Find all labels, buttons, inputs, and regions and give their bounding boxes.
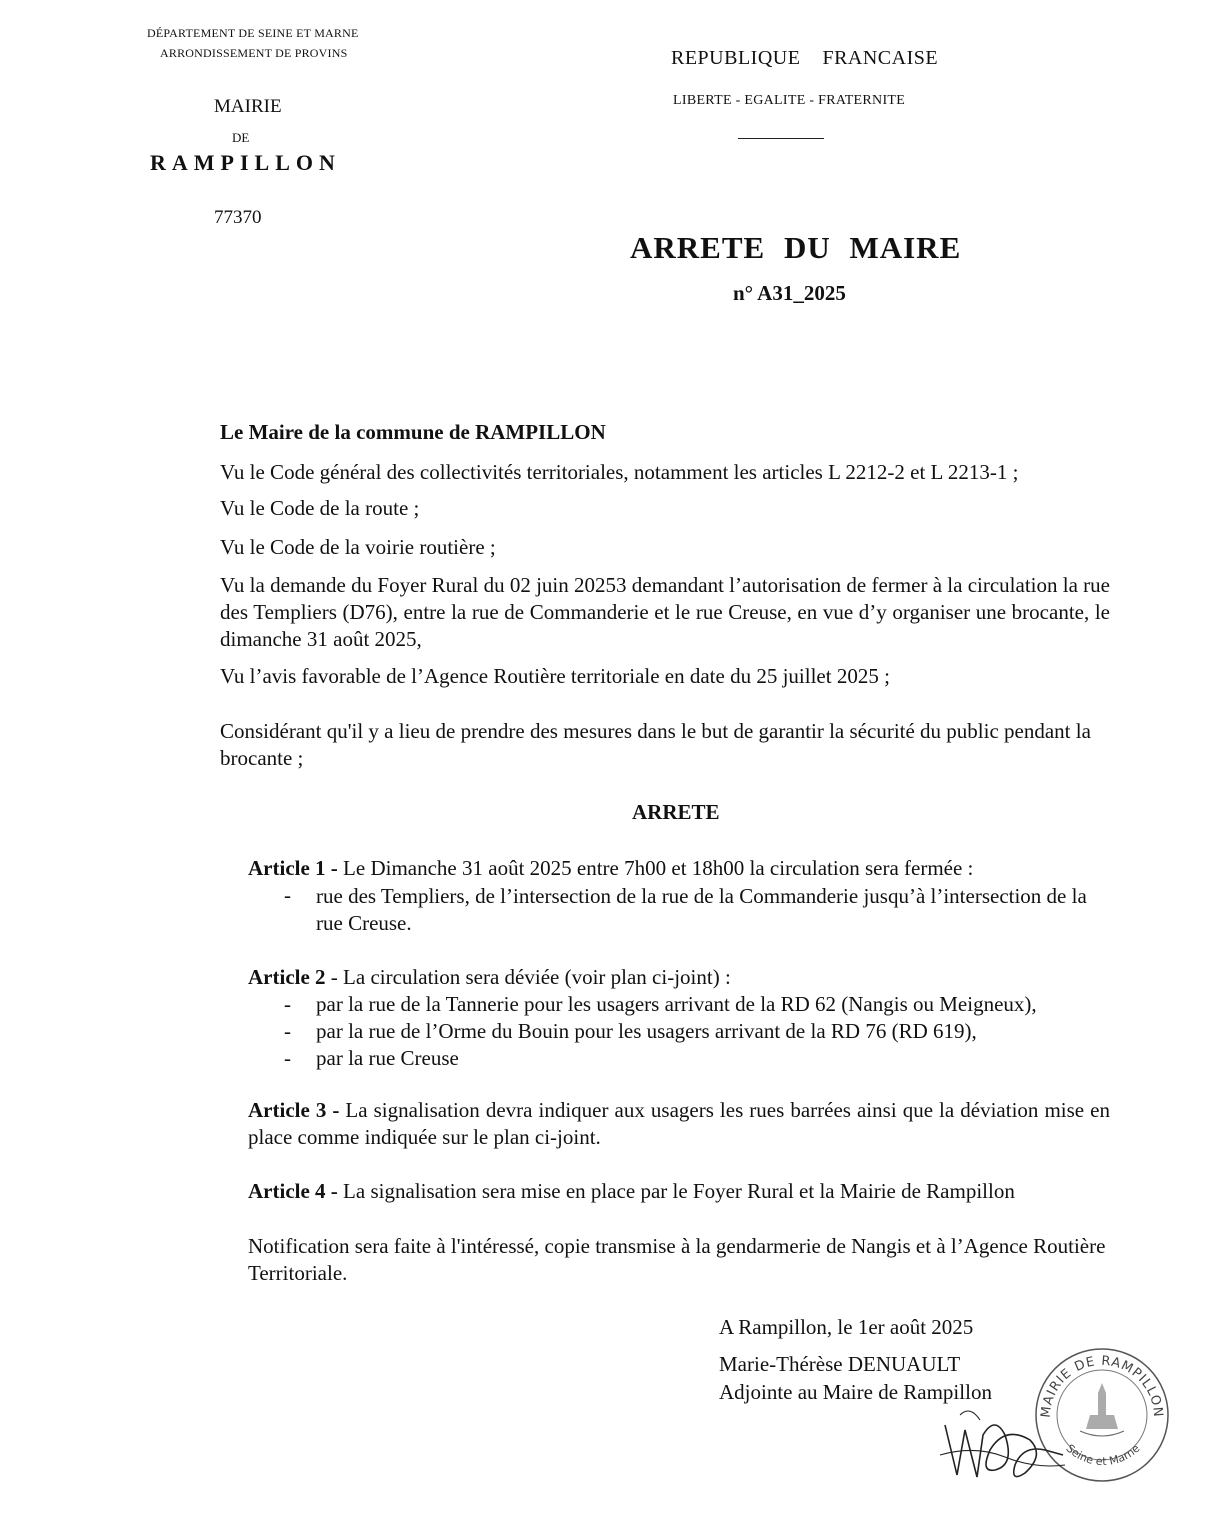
list-item xyxy=(284,992,1037,1017)
svg-text:Seine et Marne xyxy=(1064,1442,1143,1468)
arrete-heading: ARRETE xyxy=(632,800,720,824)
vu-line: Vu le Code général des collectivités territoriales, notamment les articles L 2212-2 et L 2213-1 ; xyxy=(220,460,1019,484)
vu-line: Vu le Code de la voirie routière ; xyxy=(220,535,496,559)
republique-heading: REPUBLIQUE FRANCAISE xyxy=(671,47,939,69)
header-divider xyxy=(738,138,824,139)
article-2-item: par la rue de l’Orme du Bouin pour les usagers arrivant de la RD 76 (RD 619), xyxy=(316,1019,977,1043)
de-label: DE xyxy=(232,130,250,145)
document-title: ARRETE DU MAIRE xyxy=(630,230,962,265)
arrondissement-label: ARRONDISSEMENT DE PROVINS xyxy=(160,46,348,60)
mairie-label: MAIRIE xyxy=(214,96,282,117)
article-2-item: par la rue de la Tannerie pour les usagers arrivant de la RD 62 (Nangis ou Meigneux), xyxy=(316,992,1037,1016)
article-label: Article 1 - xyxy=(248,856,338,880)
article-label: Article 2 xyxy=(248,965,326,989)
article-4 xyxy=(248,1179,1015,1204)
article-1-item: rue des Templiers, de l’intersection de la rue de la Commanderie jusqu’à l’intersection de la rue Creuse. xyxy=(316,884,1087,935)
signatory-name: Marie-Thérèse DENUAULT xyxy=(719,1352,961,1376)
stamp-top-text: MAIRIE DE RAMPILLON xyxy=(1038,1353,1166,1419)
vu-line: Vu l’avis favorable de l’Agence Routière territoriale en date du 25 juillet 2025 ; xyxy=(220,664,890,688)
handwritten-signature-icon xyxy=(935,1395,1070,1495)
article-label: Article 3 - xyxy=(248,1098,340,1122)
article-text: Le Dimanche 31 août 2025 entre 7h00 et 18h00 la circulation sera fermée : xyxy=(337,856,974,880)
commune-name: RAMPILLON xyxy=(150,150,341,175)
notification-paragraph: Notification sera faite à l'intéressé, copie transmise à la gendarmerie de Nangis et à l’Agence Routière Territoriale. xyxy=(248,1234,1106,1285)
place-date: A Rampillon, le 1er août 2025 xyxy=(719,1315,974,1339)
article-1 xyxy=(248,856,973,881)
article-text: - La circulation sera déviée (voir plan ci-joint) : xyxy=(325,965,731,989)
signatory-role: Adjointe au Maire de Rampillon xyxy=(719,1380,992,1404)
article-text: La signalisation devra indiquer aux usagers les rues barrées ainsi que la déviation mise en place comme indiquée sur le plan ci-joint. xyxy=(248,1098,1110,1149)
article-label: Article 4 - xyxy=(248,1179,338,1203)
article-text: La signalisation sera mise en place par le Foyer Rural et la Mairie de Rampillon xyxy=(337,1179,1015,1203)
department-label: DÉPARTEMENT DE SEINE ET MARNE xyxy=(147,26,359,40)
bullet-dash: - xyxy=(284,1019,291,1043)
article-2-item: par la rue Creuse xyxy=(316,1046,459,1070)
preamble-heading: Le Maire de la commune de RAMPILLON xyxy=(220,420,606,444)
list-item xyxy=(284,1046,459,1071)
stamp-bottom-text: Seine et Marne xyxy=(1063,1441,1143,1469)
devise-label: LIBERTE - EGALITE - FRATERNITE xyxy=(673,93,906,108)
list-item xyxy=(284,883,316,908)
article-3 xyxy=(248,1097,1110,1151)
considerant-paragraph: Considérant qu'il y a lieu de prendre des mesures dans le but de garantir la sécurité du public pendant la brocante ; xyxy=(220,719,1091,770)
vu-line: Vu le Code de la route ; xyxy=(220,496,420,520)
bullet-dash: - xyxy=(284,992,291,1016)
article-2 xyxy=(248,965,731,990)
list-item xyxy=(284,1019,977,1044)
document-number: n° A31_2025 xyxy=(733,281,846,305)
bullet-dash: - xyxy=(284,1046,291,1070)
vu-paragraph: Vu la demande du Foyer Rural du 02 juin 20253 demandant l’autorisation de fermer à la circulation la rue des Templiers (D76), entre la rue de Commanderie et le rue Creuse, en vue d’y organiser une brocante, le dimanche 31 août 2025, xyxy=(220,573,1110,651)
postal-code: 77370 xyxy=(214,207,262,228)
bullet-dash: - xyxy=(284,883,291,907)
